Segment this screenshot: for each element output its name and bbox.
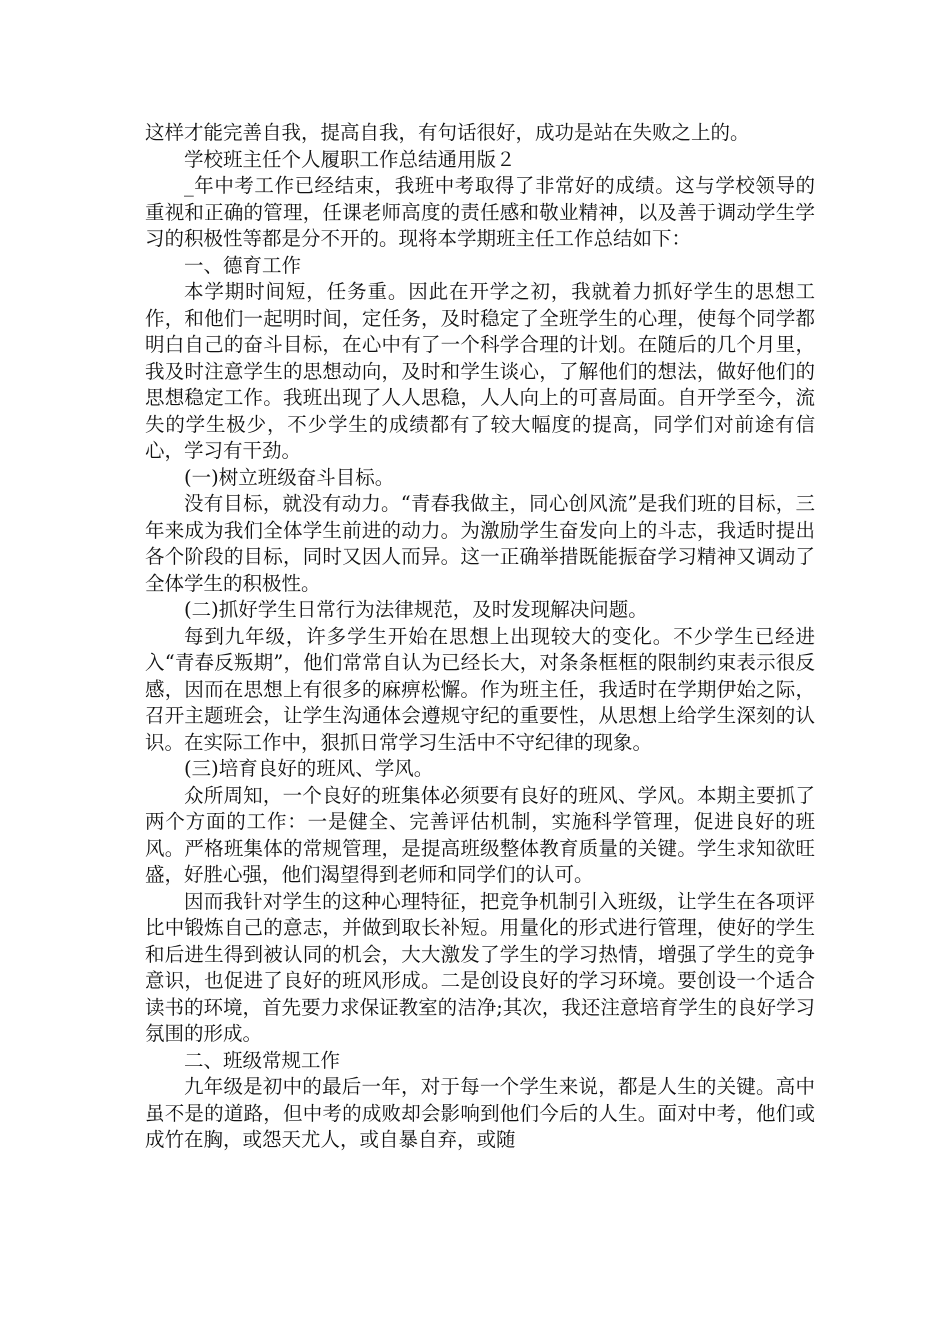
document-page [145,120,815,1154]
section-heading-moral-education: 一、德育工作 [184,253,302,277]
section-heading-routine-work: 二、班级常规工作 [184,1048,341,1072]
section-heading-title: 学校班主任个人履职工作总结通用版２ [184,147,516,171]
paragraph-continuation: 这样才能完善自我，提高自我，有句话很好，成功是站在失败之上的。 [145,121,750,144]
paragraph-competition: 因而我针对学生的这种心理特征，把竞争机制引入班级，让学生在各项评比中锻炼自己的意志，并做到取长补短。用量化的形式进行管理，使好的学生和后进生得到被认同的机会，大大激发了学生的学习热情，增强了学生的竞争意识，也促进了良好的班风形成。二是创设良好的学习环境。要创设一个适合读书的环境，首先要力求保证教室的洁净;其次，我还注意培育学生的良好学习氛围的形成。 [145,889,815,1045]
paragraph-intro: _年中考工作已经结束，我班中考取得了非常好的成绩。这与学校领导的重视和正确的管理，任课老师高度的责任感和敬业精神，以及善于调动学生学习的积极性等都是分不开的。现将本学期班主任工作总结如下： [145,174,815,250]
paragraph-routine-work: 九年级是初中的最后一年，对于每一个学生来说，都是人生的关键。高中虽不是的道路，但中考的成败却会影响到他们今后的人生。面对中考，他们或成竹在胸，或怨天尤人，或自暴自弃，或随 [145,1075,815,1151]
subheading-daily-behavior: (二)抓好学生日常行为法律规范，及时发现解决问题。 [184,598,648,621]
paragraph-class-goal: 没有目标，就没有动力。“青春我做主，同心创风流”是我们班的目标，三年来成为我们全体学生前进的动力。为激励学生奋发向上的斗志，我适时提出各个阶段的目标，同时又因人而异。这一正确举措既能振奋学习精神又调动了全体学生的积极性。 [145,492,815,595]
subheading-class-style: (三)培育良好的班风、学风。 [184,757,434,780]
paragraph-moral-education: 本学期时间短，任务重。因此在开学之初，我就着力抓好学生的思想工作，和他们一起明时间，定任务，及时稳定了全班学生的心理，使每个同学都明白自己的奋斗目标，在心中有了一个科学合理的计划。在随后的几个月里，我及时注意学生的思想动向，及时和学生谈心，了解他们的想法，做好他们的思想稳定工作。我班出现了人人思稳，人人向上的可喜局面。自开学至今，流失的学生极少，不少学生的成绩都有了较大幅度的提高，同学们对前途有信心，学习有干劲。 [145,280,815,462]
paragraph-daily-behavior: 每到九年级，许多学生开始在思想上出现较大的变化。不少学生已经进入“青春反叛期”，他们常常自认为已经长大，对条条框框的限制约束表示很反感，因而在思想上有很多的麻痹松懈。作为班主任，我适时在学期伊始之际，召开主题班会，让学生沟通体会遵规守纪的重要性，从思想上给学生深刻的认识。在实际工作中，狠抓日常学习生活中不守纪律的现象。 [145,624,815,754]
subheading-class-goal: (一)树立班级奋斗目标。 [184,465,395,489]
paragraph-class-style: 众所周知，一个良好的班集体必须要有良好的班风、学风。本期主要抓了两个方面的工作：一是健全、完善评估机制，实施科学管理，促进良好的班风。严格班集体的常规管理，是提高班级整体教育质量的关键。学生求知欲旺盛，好胜心强，他们渴望得到老师和同学们的认可。 [145,783,815,886]
